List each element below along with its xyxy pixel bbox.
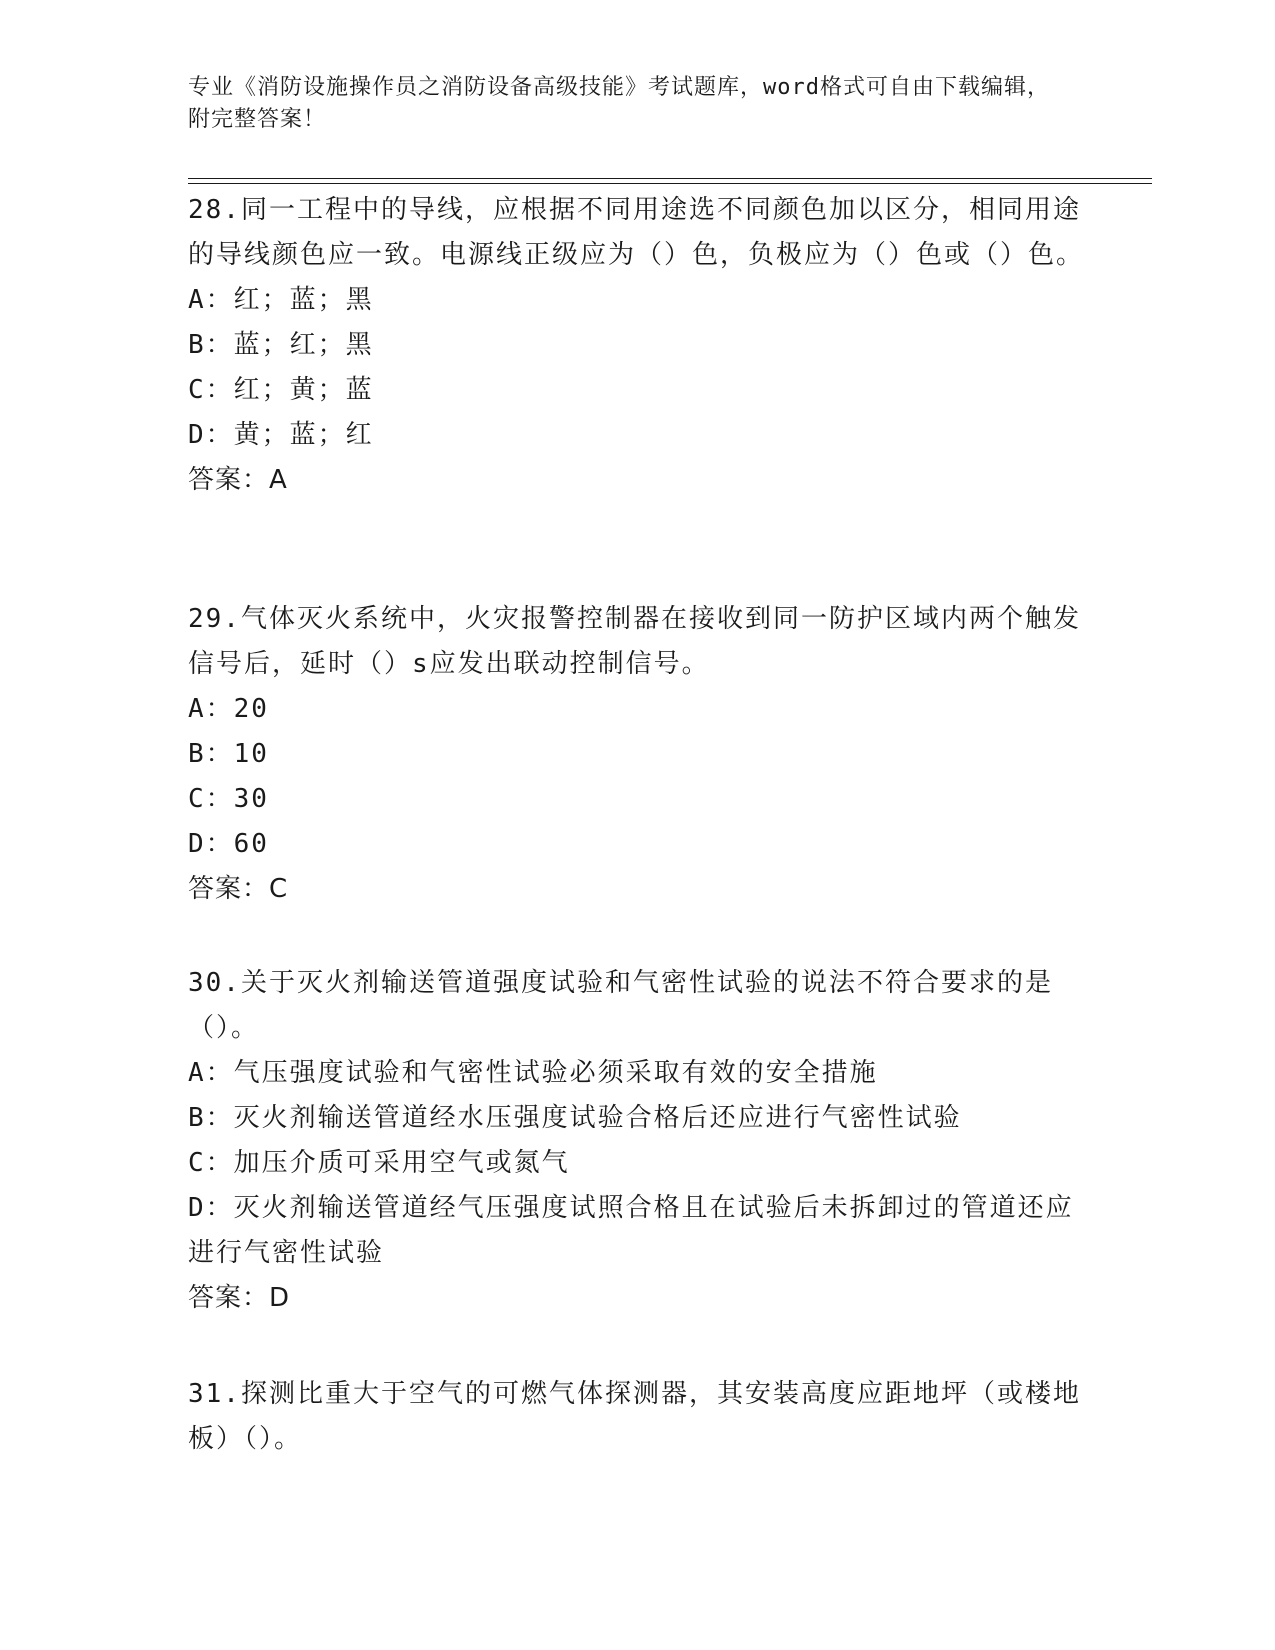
option-b: B：10 — [188, 739, 269, 769]
option-a: A：气压强度试验和气密性试验必须采取有效的安全措施 — [188, 1058, 878, 1088]
question-stem: 28.同一工程中的导线，应根据不同用途选不同颜色加以区分，相同用途的导线颜色应一致。电源线正级应为（）色，负极应为（）色或（）色。 — [188, 195, 1085, 270]
option-c: C：红；黄；蓝 — [188, 375, 374, 405]
question-29 — [188, 597, 1088, 912]
question-31 — [188, 1372, 1088, 1462]
answer-line: 答案：A — [188, 465, 288, 495]
option-c: C：30 — [188, 784, 269, 814]
question-28 — [188, 188, 1088, 503]
option-b: B：灭火剂输送管道经水压强度试验合格后还应进行气密性试验 — [188, 1103, 962, 1133]
option-c: C：加压介质可采用空气或氮气 — [188, 1148, 570, 1178]
option-d: D：60 — [188, 829, 269, 859]
question-30 — [188, 961, 1088, 1321]
question-stem: 31.探测比重大于空气的可燃气体探测器，其安装高度应距地坪（或楼地板）（）。 — [188, 1379, 1081, 1454]
question-stem: 29.气体灭火系统中，火灾报警控制器在接收到同一防护区域内两个触发信号后，延时（）s应发出联动控制信号。 — [188, 604, 1081, 679]
document-page — [188, 0, 1152, 1650]
option-d: D：黄；蓝；红 — [188, 420, 374, 450]
answer-line: 答案：C — [188, 874, 289, 904]
document-header: 专业《消防设施操作员之消防设备高级技能》考试题库，word格式可自由下载编辑，附完整答案！ — [188, 75, 1050, 132]
option-a: A：20 — [188, 694, 269, 724]
question-stem: 30.关于灭火剂输送管道强度试验和气密性试验的说法不符合要求的是（）。 — [188, 968, 1053, 1043]
option-a: A：红；蓝；黑 — [188, 285, 374, 315]
option-b: B：蓝；红；黑 — [188, 330, 374, 360]
option-d: D：灭火剂输送管道经气压强度试照合格且在试验后未拆卸过的管道还应进行气密性试验 — [188, 1193, 1074, 1268]
header-divider — [188, 178, 1152, 184]
answer-line: 答案：D — [188, 1283, 291, 1313]
